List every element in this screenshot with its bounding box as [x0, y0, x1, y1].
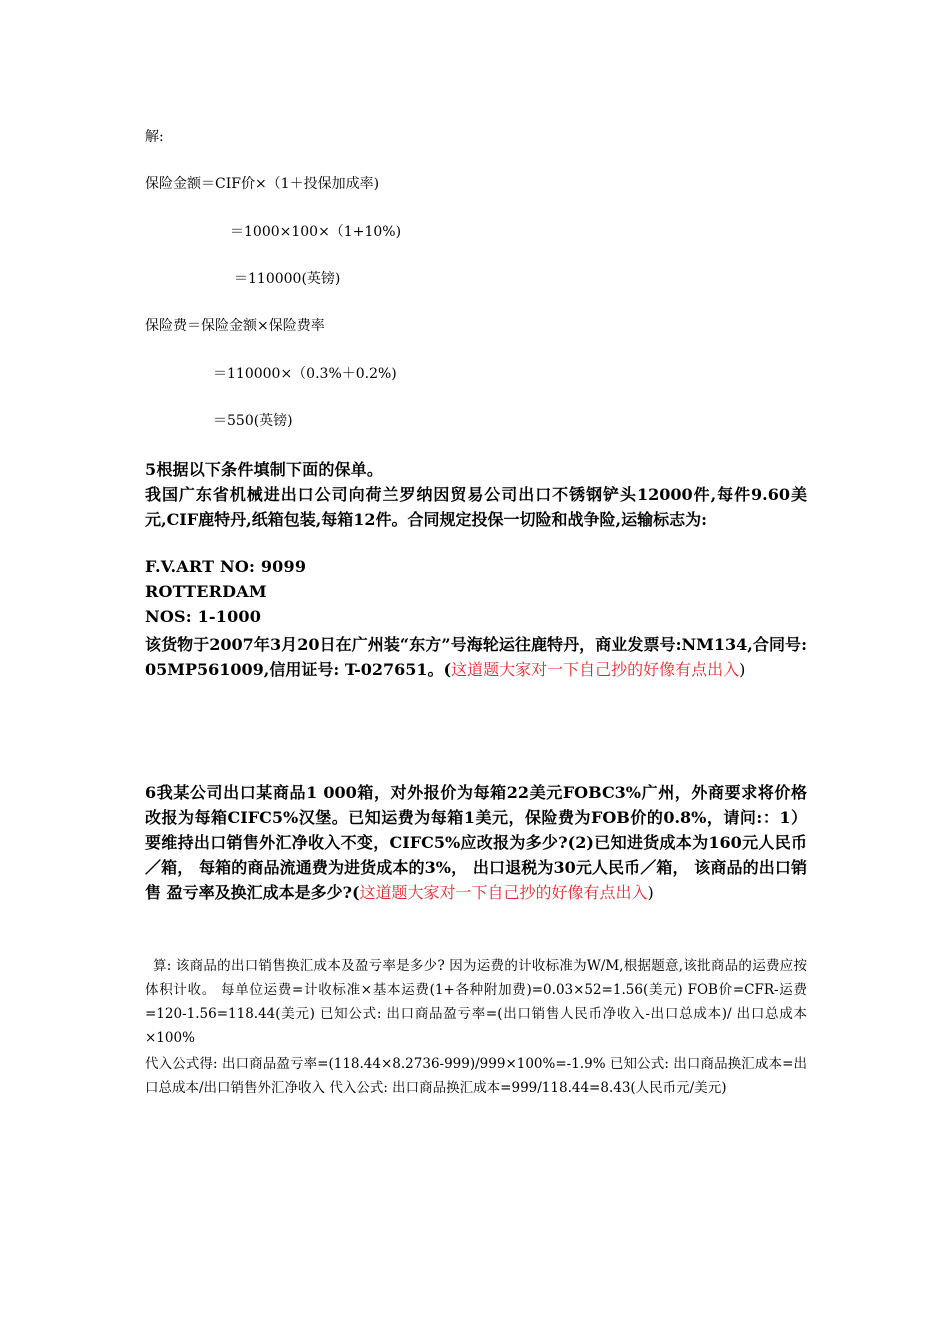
- shipping-mark-line-3: NOS: 1-1000: [145, 607, 262, 626]
- question-6-text: 6我某公司出口某商品1 000箱，对外报价为每箱22美元FOBC3%广州，外商要求将价格 改报为每箱CIFC5%汉堡。已知运费为每箱1美元，保险费为FOB价的0.8%，请问:：1） 要维持出口销售外汇净收入不变，CIFC5%应改报为多少?(2)已知进货成本为160元人民币 ／箱， 每箱的商品流通费为进货成本的3%， 出口退税为30元人民币／箱， 该商品的出口销售 盈亏率及换汇成本是多少?(: [145, 783, 807, 902]
- premium-formula: 保险费＝保险金额×保险费率: [145, 318, 325, 334]
- question-5-shipment-details: [145, 632, 807, 682]
- question-5-body: 我国广东省机械进出口公司向荷兰罗纳因贸易公司出口不锈钢铲头12000件,每件9.60美元,CIF鹿特丹,纸箱包装,每箱12件。合同规定投保一切险和战争险,运输标志为:: [145, 485, 807, 529]
- answer-paragraph-1: 算: 该商品的出口销售换汇成本及盈亏率是多少? 因为运费的计收标准为W/M,根据题意,该批商品的运费应按体积计收。 每单位运费=计收标准×基本运费(1+各种附加费)=0.03×52=1.56(美元) FOB价=CFR-运费=120-1.56=118.44(美元) 已知公式: 出口商品盈亏率=(出口销售人民币净收入-出口总成本)/ 出口总成本×100%: [145, 958, 807, 1046]
- answer-paragraph-2: 代入公式得: 出口商品盈亏率=(118.44×8.2736-999)/999×100%=-1.9% 已知公式: 出口商品换汇成本=出口总成本/出口销售外汇净收入 代入公式: 出口商品换汇成本=999/118.44=8.43(人民币元/美元): [145, 1056, 807, 1096]
- question-5-note: 这道题大家对一下自己抄的好像有点出入: [451, 660, 740, 679]
- insured-amount-calc: ＝1000×100×（1+10%): [230, 224, 402, 240]
- question-5-close: ): [739, 660, 746, 679]
- solution-label: 解:: [145, 129, 164, 145]
- question-6-note: 这道题大家对一下自己抄的好像有点出入: [359, 883, 648, 902]
- shipping-mark-line-1: F.V.ART NO: 9099: [145, 557, 307, 576]
- premium-calc: ＝110000×（0.3%＋0.2%): [213, 366, 397, 382]
- insured-amount-result: ＝110000(英镑): [234, 271, 341, 287]
- question-6-body: [145, 780, 807, 905]
- shipment-text: 该货物于2007年3月20日在广州装“东方”号海轮运往鹿特丹，商业发票号:NM134,合同号: 05MP561009,信用证号: T-027651。(: [145, 635, 807, 679]
- premium-result: ＝550(英镑): [213, 413, 293, 429]
- question-5-title: 5根据以下条件填制下面的保单。: [145, 460, 384, 479]
- shipping-mark-line-2: ROTTERDAM: [145, 582, 267, 601]
- question-6-close: ): [647, 883, 654, 902]
- insured-amount-formula: 保险金额＝CIF价×（1＋投保加成率): [145, 176, 380, 192]
